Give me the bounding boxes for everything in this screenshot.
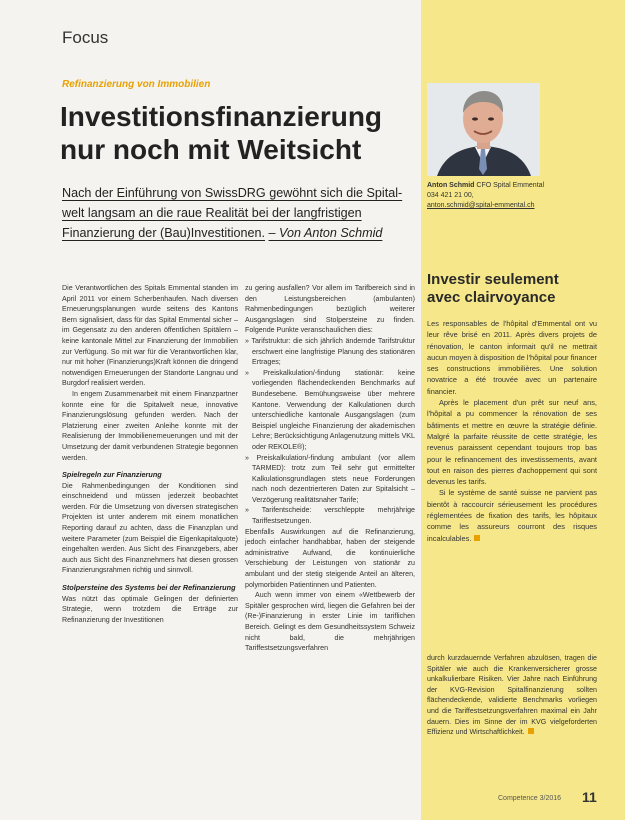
paragraph: Les responsables de l'hôpital d'Emmental ont vu leur rêve brisé en 2011. Après divers projets de rénovation, le canton informait qu'il ne mettrait aucun moyen à disposition de l'hôpital pour financer ses constructions immobilières. Une solution novatrice a été trouvée avec un partenaire financier. xyxy=(427,319,597,396)
paragraph: Auch wenn immer von einem «Wettbewerb der Spitäler gesprochen wird, liegen die Gefahren bei der (Re-)Finanzierung in erster Linie im tariflichen Bereich. Gelingt es dem Gesundheitssystem Schweiz nicht bald, die mehrjährigen Tariffestsetzungsverfahren xyxy=(245,591,415,653)
subheading: Spielregeln zur Finanzierung xyxy=(62,470,162,480)
paragraph: Die Verantwortlichen des Spitals Emmental standen im April 2011 vor einem Scherbenhaufen. Nach diversen Erneuerungsplanungen wurde seitens des Kantons Bern signalisiert, dass für das Spital Emmental sicher – im Gegensatz zu den anderen öffentlichen Spitälern – keine kantonale Mittel zur Finanzierung der Immobilien zur Verfügung. So mit war für die Verantwortlichen klar, nur mit hoher (Finanzierungs)Kraft können die dringend notwendigen Erneuerungen der Standorte Langnau und Burgdorf realisiert werden. xyxy=(62,284,238,388)
page-number: 11 xyxy=(582,789,597,805)
body-column-1 xyxy=(62,283,238,625)
paragraph: zu gering ausfallen? Vor allem im Tarifbereich sind in den Leistungsbereichen (ambulanten) Rahmenbedingungen bezüglich weiterer Ausgangslagen sind Stolpersteine zu finden. Folgende Punkte veranschaulichen dies: xyxy=(245,284,415,335)
end-mark-icon xyxy=(474,535,480,541)
end-mark-icon xyxy=(528,728,534,734)
paragraph: Si le système de santé suisse ne parvient pas bientôt à raccourcir sérieusement les procédures réglementées de fixation des tarifs, les hôpitaux comme les assureurs courront des risques incalculables. xyxy=(427,488,597,543)
paragraph: Die Rahmenbedingungen der Konditionen sind einschneidend und müssen jederzeit beobachtet werden. Für die Umsetzung von diversen strategischen Projekten ist unter anderem mit einem monatlichen Reporting darauf zu achten, dass die Finanzplan und weitere Parameter (zum Beispiel die Eigenkapitalquote) eingehalten werden. Aus Sicht des Finanzgebers, aber auch aus Sicht des Finanznehmers hat diesen grossen Finanzierungsrahmen richtig und sinnvoll. xyxy=(62,481,238,575)
lead-line-2: welt langsam an die raue Realität bei der langfristigen xyxy=(62,206,362,220)
article-kicker: Refinanzierung von Immobilien xyxy=(62,79,211,90)
article-title xyxy=(60,100,420,166)
author-name: Anton Schmid xyxy=(427,182,475,189)
body-column-2 xyxy=(245,283,415,654)
paragraph: Après le placement d'un prêt sur neuf ans, l'hôpital a pu commencer la rénovation de ses bâtiments et mettre en œuvre la stratégie définie. Malgré la parfaite réussite de cette stratégie, les revenus paraissent cependant toujours trop bas pour le refinancement des investissements, avant tout en raison des pierres d'achoppement qui sont devenus les tarifs. xyxy=(427,398,597,487)
lead-line-3: Finanzierung der (Bau)Investitionen. xyxy=(62,226,266,240)
french-title-line-1: Investir seulement xyxy=(427,271,559,288)
author-caption xyxy=(427,181,587,211)
paragraph: Ebenfalls Auswirkungen auf die Refinanzierung, jedoch einfacher handhabbar, haben der steigende administrative Aufwand, die kontinuierliche Verschiebung der Leistungen von stationär zu ambulant und der stetig steigende Anteil an älteren, polymorbiden Patientinnen und Patienten. xyxy=(245,527,415,589)
list-item: » Tarifstruktur: die sich jährlich ändernde Tarifstruktur erschwert eine langfristige Planung des stationären Ertrages; xyxy=(245,336,415,367)
section-title: Focus xyxy=(62,28,109,47)
author-email-link[interactable]: anton.schmid@spital-emmental.ch xyxy=(427,202,535,209)
french-summary-title xyxy=(427,271,597,307)
french-summary-text xyxy=(427,318,597,544)
lead-author: – Von Anton Schmid xyxy=(268,226,383,240)
author-phone: 034 421 21 00, xyxy=(427,192,474,199)
author-portrait-image xyxy=(427,83,540,176)
paragraph: In engem Zusammenarbeit mit einem Finanzpartner konnte eine für die Spitalwelt neue, innovative Finanzierungslösung gefunden werden. Nach der Platzierung einer zweiten Anleihe konnte mit der Realisierung der Immobilienerneuerungen und mit der Umsetzung der damit verbundenen Strategie begonnen werden. xyxy=(62,389,238,462)
lead-line-1: Nach der Einführung von SwissDRG gewöhnt sich die Spital- xyxy=(62,186,403,200)
article-lead xyxy=(62,183,417,243)
paragraph: durch kurzdauernde Verfahren abzulösen, tragen die Spitäler wie auch die Krankenversicherer grosse unkalkulierbare Risiken. Vier Jahre nach Einführung der KVG-Revision Spitalfinanzierung sollten flächendeckende, validierte Benchmarks vorliegen und die Tariffestsetzungsverfahren maximal ein Jahr dauern. Dies im Sinne der im KVG vielgeforderten Effizienz und Wirtschaftlichkeit. xyxy=(427,654,597,737)
list-item: » Tarifentscheide: verschleppte mehrjährige Tariffestsetzungen. xyxy=(245,506,415,526)
title-line-2: nur noch mit Weitsicht xyxy=(60,134,362,165)
list-item: » Preiskalkulation/-findung stationär: keine vorliegenden flächendeckenden Benchmarks auf Bundesebene. Bemühungsweise über mehrere Kantone. Verwendung der Kalkulationen durch unterschiedliche kantonale Ausgangslagen (zum Beispiel ungleiche Finanzierung der akademischen Lehre; Berücksichtigung Anlagenutzung mittels VKL oder REKOLE®); xyxy=(245,368,415,451)
bullet-list xyxy=(245,336,415,527)
author-photo xyxy=(427,83,540,176)
title-line-1: Investitionsfinanzierung xyxy=(60,101,383,132)
body-column-3 xyxy=(427,653,597,738)
journal-footer: Competence 3/2016 xyxy=(498,795,562,802)
author-role: CFO Spital Emmental xyxy=(476,182,545,189)
french-title-line-2: avec clairvoyance xyxy=(427,289,556,306)
subheading: Stolpersteine des Systems bei der Refinanzierung xyxy=(62,583,236,593)
list-item: » Preiskalkulation/-findung ambulant (vor allem TARMED): trotz zum Teil sehr gut ermittelter Kalkulationsgrundlagen stets neue Forderungen nach noch dezentrierteren Daten zur Spitalsicht – Verzögerung realitätsnaher Tarife; xyxy=(245,453,415,504)
paragraph: Was nützt das optimale Gelingen der definierten Strategie, wenn trotzdem die Erträge zur Refinanzierung der Investitionen xyxy=(62,594,238,624)
